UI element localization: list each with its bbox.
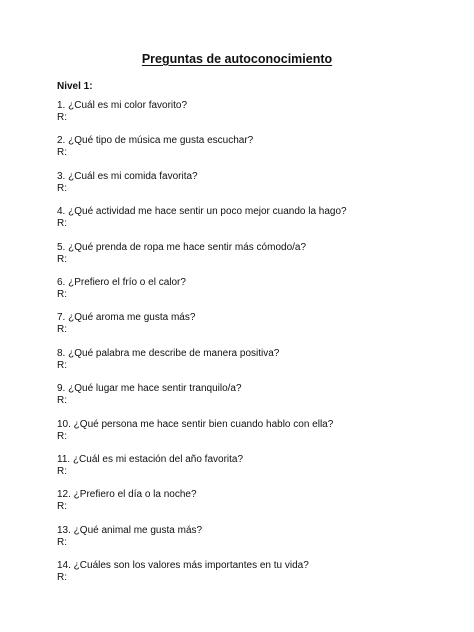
- answer-label: R:: [57, 253, 67, 265]
- question-item: [57, 206, 457, 241]
- answer-label: R:: [57, 112, 67, 123]
- question-text: 1. ¿Cuál es mi color favorito?: [57, 100, 188, 111]
- answer-label: R:: [57, 536, 67, 548]
- question-item: [57, 312, 457, 347]
- page-title: [0, 52, 474, 66]
- question-text: 11. ¿Cuál es mi estación del año favorita?: [57, 453, 244, 465]
- answer-label: R:: [57, 288, 67, 300]
- question-text: 12. ¿Prefiero el día o la noche?: [57, 489, 197, 501]
- question-item: [57, 242, 457, 277]
- question-item: [57, 383, 457, 418]
- question-item: [57, 100, 457, 135]
- question-text: 10. ¿Qué persona me hace sentir bien cuando hablo con ella?: [57, 418, 334, 430]
- question-text: 3. ¿Cuál es mi comida favorita?: [57, 170, 198, 182]
- question-item: [57, 454, 457, 489]
- question-text: 4. ¿Qué actividad me hace sentir un poco mejor cuando la hago?: [57, 206, 347, 218]
- answer-label: R:: [57, 572, 67, 584]
- question-text: 14. ¿Cuáles son los valores más importantes en tu vida?: [57, 560, 309, 572]
- answer-label: R:: [57, 465, 67, 477]
- answer-label: R:: [57, 324, 67, 336]
- question-item: [57, 135, 457, 170]
- answer-label: R:: [57, 501, 67, 513]
- answer-label: R:: [57, 430, 67, 442]
- answer-label: R:: [57, 218, 67, 230]
- question-text: 5. ¿Qué prenda de ropa me hace sentir más cómodo/a?: [57, 241, 307, 253]
- question-text: 7. ¿Qué aroma me gusta más?: [57, 312, 196, 324]
- question-item: [57, 348, 457, 383]
- question-text: 6. ¿Prefiero el frío o el calor?: [57, 276, 186, 288]
- question-text: 2. ¿Qué tipo de música me gusta escuchar?: [57, 135, 254, 147]
- question-item: [57, 525, 457, 560]
- question-text: 8. ¿Qué palabra me describe de manera positiva?: [57, 347, 280, 359]
- answer-label: R:: [57, 182, 67, 194]
- question-item: [57, 560, 457, 595]
- question-item: [57, 277, 457, 312]
- answer-label: R:: [57, 147, 67, 159]
- question-item: [57, 171, 457, 206]
- question-text: 13. ¿Qué animal me gusta más?: [57, 524, 203, 536]
- question-item: [57, 489, 457, 524]
- question-list: [57, 100, 457, 595]
- answer-label: R:: [57, 359, 67, 371]
- level-heading: Nivel 1:: [57, 81, 93, 92]
- answer-label: R:: [57, 395, 67, 407]
- question-item: [57, 419, 457, 454]
- page-title-text: Preguntas de autoconocimiento: [141, 52, 333, 66]
- question-text: 9. ¿Qué lugar me hace sentir tranquilo/a?: [57, 383, 242, 395]
